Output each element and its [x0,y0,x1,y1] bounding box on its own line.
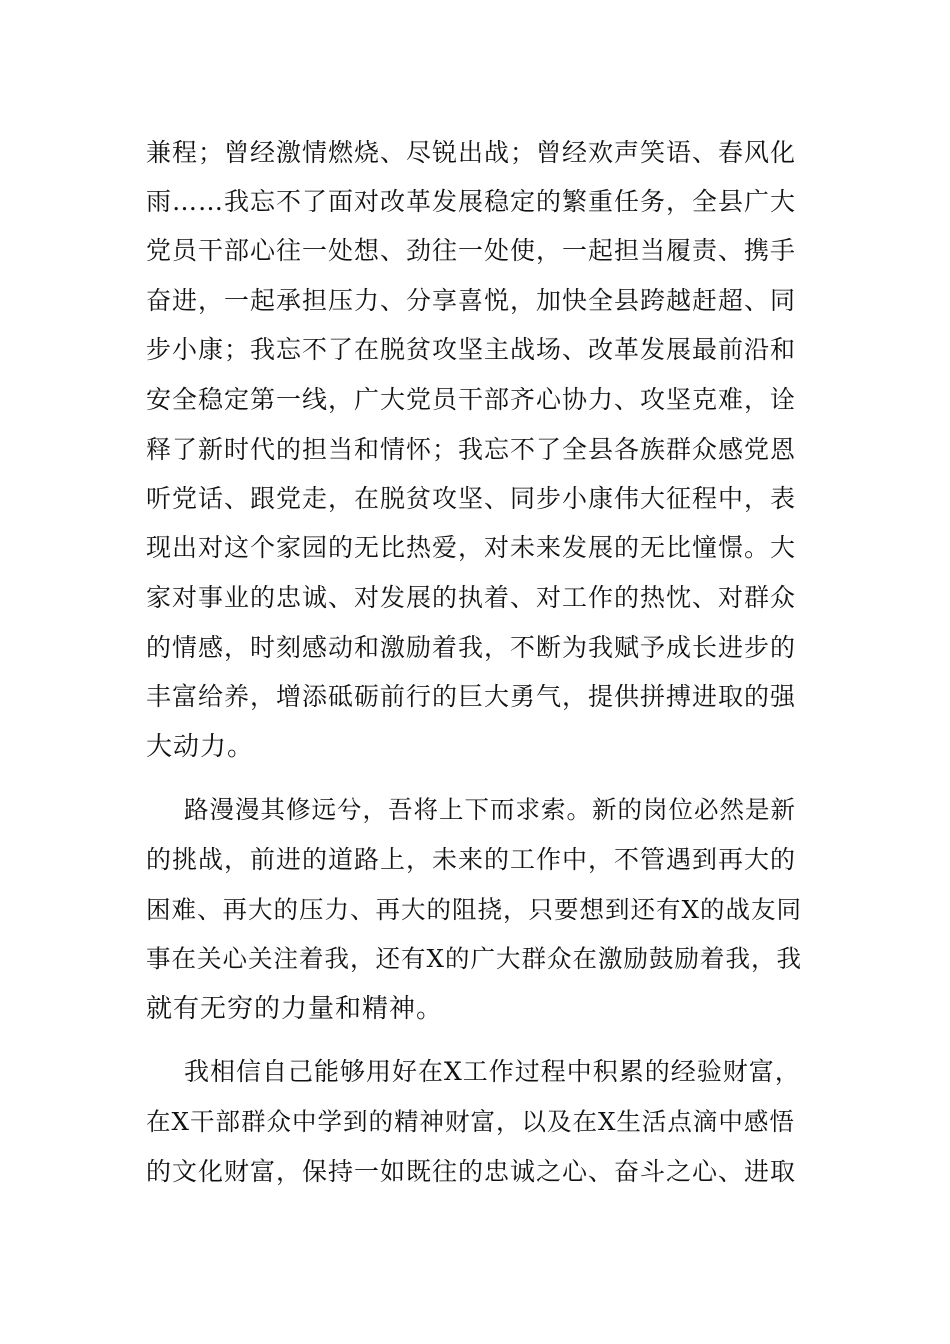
paragraph-1-line-8: 听党话、跟党走，在脱贫攻坚、同步小康伟大征程中，表 [146,484,797,513]
paragraph-1-line-11: 的情感，时刻感动和激励着我，不断为我赋予成长进步的 [146,633,797,662]
paragraph-3-line-1: 我相信自己能够用好在X工作过程中积累的经验财富， [184,1057,801,1086]
paragraph-2-line-3: 困难、再大的压力、再大的阻挠，只要想到还有X的战友同 [146,895,802,924]
paragraph-1-line-10: 家对事业的忠诚、对发展的执着、对工作的热忱、对群众 [146,583,797,612]
paragraph-1-line-5: 步小康；我忘不了在脱贫攻坚主战场、改革发展最前沿和 [146,335,797,364]
paragraph-1-line-13: 大动力。 [146,732,255,762]
paragraph-1-line-7: 释了新时代的担当和情怀；我忘不了全县各族群众感党恩 [146,435,797,464]
paragraph-1-line-4: 奋进，一起承担压力、分享喜悦，加快全县跨越赶超、同 [146,286,797,315]
paragraph-2-line-5: 就有无穷的力量和精神。 [146,994,444,1024]
paragraph-2-line-4: 事在关心关注着我，还有X的广大群众在激励鼓励着我，我 [146,944,802,973]
paragraph-3-line-3: 的文化财富，保持一如既往的忠诚之心、奋斗之心、进取 [146,1157,797,1186]
paragraph-1-line-6: 安全稳定第一线，广大党员干部齐心协力、攻坚克难，诠 [146,385,797,414]
paragraph-1-line-9: 现出对这个家园的无比热爱，对未来发展的无比憧憬。大 [146,533,797,562]
paragraph-3-line-2: 在X干部群众中学到的精神财富，以及在X生活点滴中感悟 [146,1107,795,1136]
paragraph-1-line-1: 兼程；曾经激情燃烧、尽锐出战；曾经欢声笑语、春风化 [146,138,797,167]
paragraph-2-line-2: 的挑战，前进的道路上，未来的工作中，不管遇到再大的 [146,845,797,874]
paragraph-1-line-12: 丰富给养，增添砥砺前行的巨大勇气，提供拼搏进取的强 [146,682,797,711]
paragraph-2-line-1: 路漫漫其修远兮，吾将上下而求索。新的岗位必然是新 [184,795,796,824]
paragraph-1-line-2: 雨……我忘不了面对改革发展稳定的繁重任务，全县广大 [146,187,797,216]
paragraph-1-line-3: 党员干部心往一处想、劲往一处使，一起担当履责、携手 [146,236,797,265]
